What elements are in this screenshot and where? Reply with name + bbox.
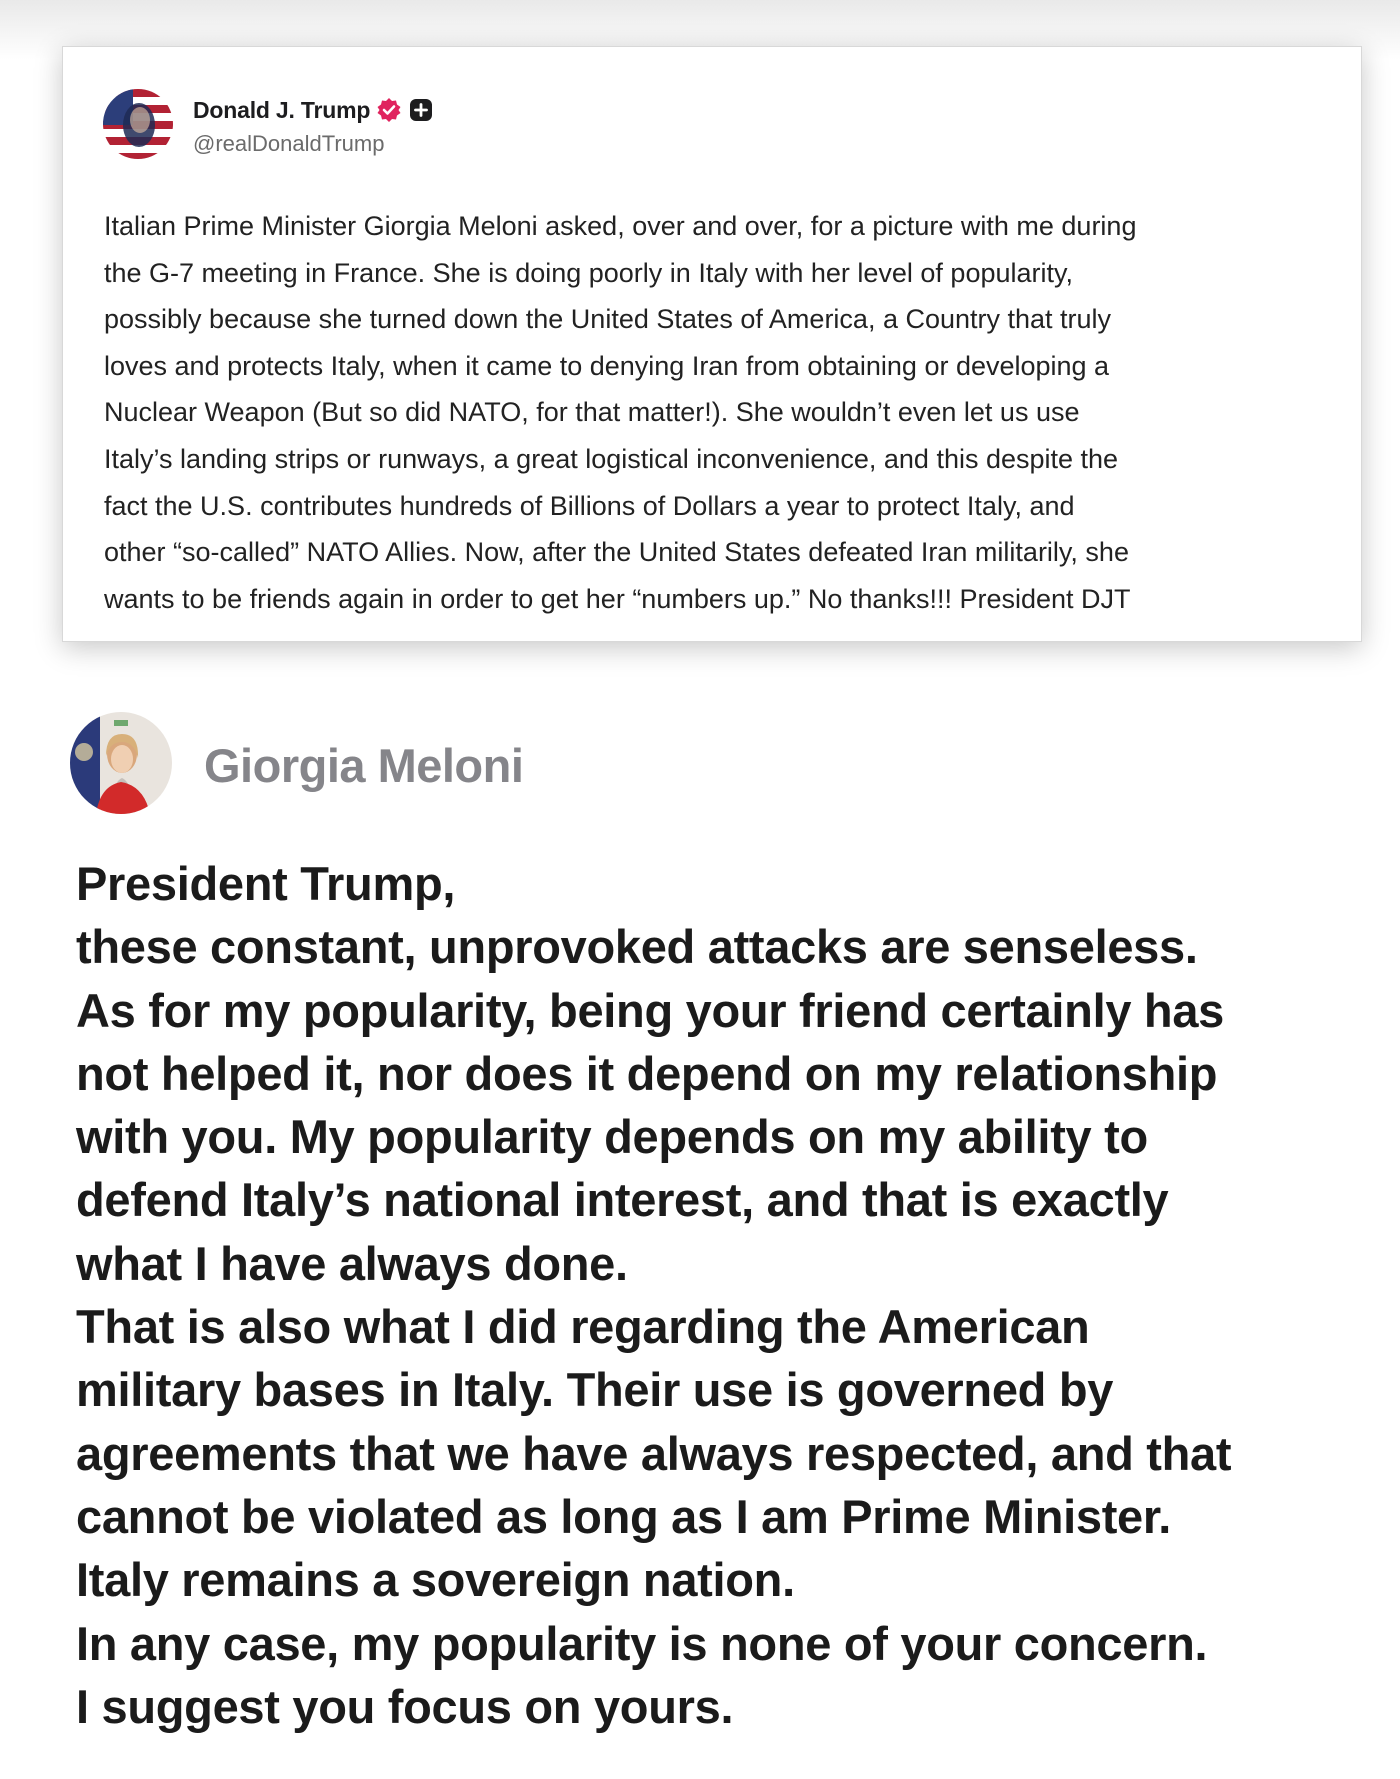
author-name[interactable]: Donald J. Trump (193, 96, 371, 123)
portrait-avatar[interactable] (70, 712, 172, 814)
post-line: Italian Prime Minister Giorgia Meloni asked, over and over, for a picture with me during (104, 211, 1137, 241)
avatar-image (103, 89, 173, 159)
reply-line: not helped it, nor does it depend on my relationship (76, 1046, 1218, 1100)
plus-square-icon (409, 98, 433, 122)
reply-line: defend Italy’s national interest, and that is exactly (76, 1173, 1169, 1227)
post-line: loves and protects Italy, when it came to denying Iran from obtaining or developing a (104, 350, 1110, 381)
reply-line: President Trump, (76, 857, 456, 910)
post-line: wants to be friends again in order to get her “numbers up.” No thanks!!! President DJT (104, 583, 1131, 614)
post-line: Nuclear Weapon (But so did NATO, for that matter!). She wouldn’t even let us use (104, 397, 1080, 428)
post-line: possibly because she turned down the United States of America, a Country that truly (104, 304, 1112, 335)
post-line: the G-7 meeting in France. She is doing poorly in Italy with her level of popularity, (104, 257, 1073, 288)
post-line: other “so-called” NATO Allies. Now, after the United States defeated Iran militarily, she (104, 537, 1129, 568)
post-body (104, 203, 1334, 622)
verified-badge-icon (376, 97, 402, 123)
reply-line: what I have always done. (76, 1236, 628, 1290)
reply-line: military bases in Italy. Their use is governed by (76, 1363, 1114, 1417)
post-line: Italy’s landing strips or runways, a great logistical inconvenience, and this despite the (104, 443, 1119, 474)
reply-line: That is also what I did regarding the American (76, 1300, 1090, 1354)
reply-body (76, 852, 1376, 1738)
reply-line: agreements that we have always respected, and that (76, 1426, 1232, 1480)
reply-line: Italy remains a sovereign nation. (76, 1553, 795, 1607)
author-handle[interactable]: @realDonaldTrump (193, 131, 385, 156)
reply-line: cannot be violated as long as I am Prime Minister. (76, 1489, 1172, 1543)
reply-line: I suggest you focus on yours. (76, 1679, 734, 1733)
reply-line: In any case, my popularity is none of your concern. (76, 1616, 1208, 1670)
reply-line: with you. My popularity depends on my ability to (76, 1110, 1148, 1164)
reply-author-name[interactable]: Giorgia Meloni (204, 739, 524, 792)
post-line: fact the U.S. contributes hundreds of Billions of Dollars a year to protect Italy, and (104, 490, 1075, 521)
reply-avatar-image (70, 712, 172, 814)
post-author (193, 95, 433, 157)
reply-line: As for my popularity, being your friend certainly has (76, 983, 1225, 1037)
trump-post-card (62, 46, 1362, 642)
flag-portrait-avatar[interactable] (103, 89, 173, 159)
reply-line: these constant, unprovoked attacks are senseless. (76, 920, 1198, 974)
